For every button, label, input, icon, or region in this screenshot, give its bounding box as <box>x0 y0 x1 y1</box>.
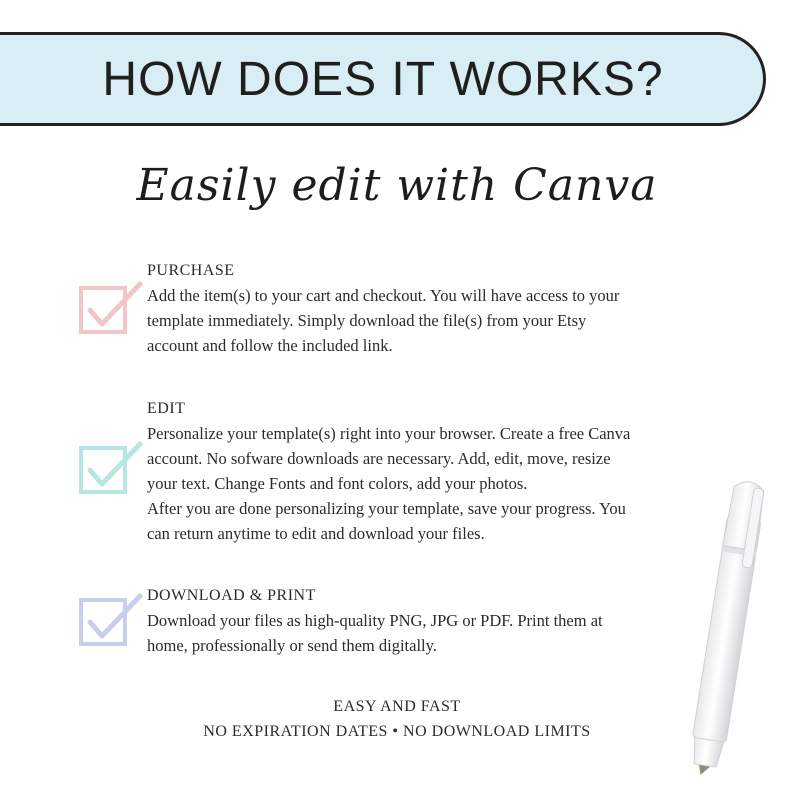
checkbox-edit-icon <box>78 440 144 498</box>
checkbox-purchase-icon <box>78 280 144 338</box>
pen-icon <box>672 478 782 784</box>
step-line: account and follow the included link. <box>147 336 393 355</box>
footer-limits: NO EXPIRATION DATES • NO DOWNLOAD LIMITS <box>203 723 591 740</box>
step-line: Download your files as high-quality PNG, JPG or PDF. Print them at <box>147 611 603 630</box>
step-body <box>147 283 727 358</box>
title-banner <box>0 32 766 126</box>
step-line: can return anytime to edit and download your files. <box>147 524 485 543</box>
page-title: HOW DOES IT WORKS? <box>102 52 664 106</box>
checkbox-download-icon <box>78 592 144 650</box>
step-edit <box>147 397 727 546</box>
step-body <box>147 421 727 546</box>
step-line: Add the item(s) to your cart and checkout. You will have access to your <box>147 286 620 305</box>
step-heading: EDIT <box>147 400 186 417</box>
step-line: After you are done personalizing your template, save your progress. You <box>147 499 626 518</box>
step-line: Personalize your template(s) right into your browser. Create a free Canva <box>147 424 631 443</box>
step-line: your text. Change Fonts and font colors, add your photos. <box>147 474 528 493</box>
step-heading: DOWNLOAD & PRINT <box>147 587 316 604</box>
step-line: home, professionally or send them digitally. <box>147 636 437 655</box>
step-purchase <box>147 259 727 358</box>
step-line: template immediately. Simply download the file(s) from your Etsy <box>147 311 587 330</box>
footer-easy-fast: EASY AND FAST <box>333 698 461 715</box>
step-download-print <box>147 584 727 658</box>
script-subtitle: Easily edit with Canva <box>136 160 658 211</box>
step-heading: PURCHASE <box>147 262 235 279</box>
step-body <box>147 608 727 658</box>
step-line: account. No sofware downloads are necessary. Add, edit, move, resize <box>147 449 611 468</box>
